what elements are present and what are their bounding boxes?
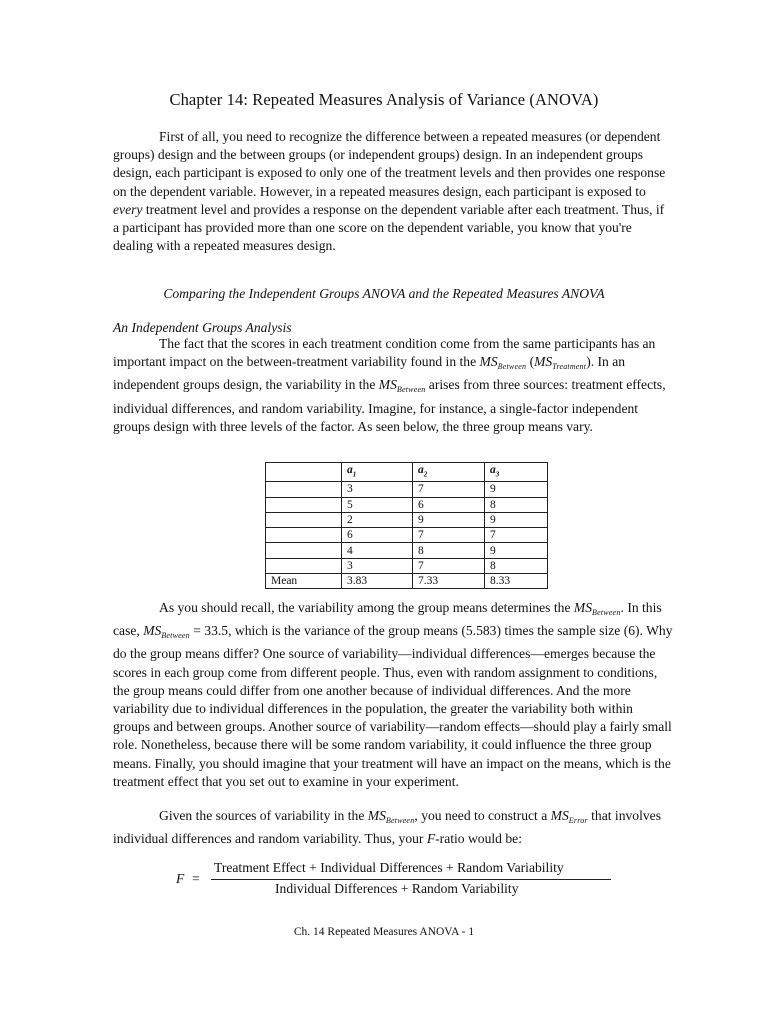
ms-symbol: MS — [550, 808, 569, 823]
subscript-between: Between — [385, 816, 415, 825]
table-row — [266, 543, 548, 558]
subsection-heading: An Independent Groups Analysis — [113, 320, 292, 335]
table-cell: 8 — [413, 543, 485, 558]
table-row — [266, 512, 548, 527]
table-cell — [266, 497, 342, 512]
text-run: The fact that the scores in each treatment condition come from the same participants has an important impact on the between-treatment variability found in the — [113, 336, 656, 370]
formula-lhs: F — [176, 871, 185, 886]
ms-symbol: MS — [378, 377, 397, 393]
table-header-row — [266, 463, 548, 482]
table-cell: 3.83 — [342, 574, 413, 589]
page-title: Chapter 14: Repeated Measures Analysis of Variance (ANOVA) — [169, 90, 599, 109]
text-run: treatment level and provides a response on the dependent variable after each treatment. Thus, if a participant has provided more than one score on the dependent variable, you know that you're dealing with a repeated measures design. — [113, 201, 665, 254]
ms-symbol: MS — [143, 623, 162, 639]
table-cell — [266, 528, 342, 543]
table-cell: 7 — [485, 528, 548, 543]
text-run: ). In an independent groups design, the variability in the — [113, 354, 626, 393]
table-cell: 8.33 — [485, 574, 548, 589]
text-run: , you need to construct a — [414, 808, 551, 823]
fraction-bar — [211, 879, 611, 880]
table-cell: 3 — [342, 482, 413, 497]
subscript-between: Between — [396, 385, 426, 395]
formula-equals: = — [192, 871, 200, 886]
table-cell: 3 — [342, 558, 413, 573]
section-subheading: Comparing the Independent Groups ANOVA and the Repeated Measures ANOVA — [163, 286, 605, 301]
table-header-cell: $a_1$ — [342, 463, 413, 482]
paragraph-independent-groups — [113, 335, 673, 436]
f-symbol: F — [426, 831, 436, 847]
table-row — [266, 497, 548, 512]
text-run: ( — [526, 354, 535, 370]
table-cell: 7 — [413, 528, 485, 543]
ms-symbol: MS — [367, 808, 386, 823]
formula-numerator: Treatment Effect + Individual Differences + Random Variability — [214, 860, 564, 875]
table-row-mean — [266, 574, 548, 589]
table-cell: 9 — [413, 512, 485, 527]
table-cell — [266, 512, 342, 527]
page-footer: Ch. 14 Repeated Measures ANOVA - 1 — [293, 926, 475, 938]
text-run: As you should recall, the variability among the group means determines the — [159, 600, 574, 615]
text-run: -ratio would be: — [435, 831, 522, 847]
table-cell: 9 — [485, 512, 548, 527]
table-cell: 7 — [413, 558, 485, 573]
table-cell: 8 — [485, 497, 548, 512]
text-run: that involves individual differences and random variability. Thus, your — [113, 808, 661, 847]
table-cell: 4 — [342, 543, 413, 558]
table-row — [266, 558, 548, 573]
table-cell: 6 — [413, 497, 485, 512]
table-cell: 9 — [485, 543, 548, 558]
ms-symbol: MS — [534, 354, 553, 370]
subscript-error: Error — [568, 816, 588, 825]
table-cell: 7 — [413, 482, 485, 497]
table-header-cell: $a_3$ — [485, 463, 548, 482]
paragraph-intro — [113, 128, 673, 255]
table-cell: Mean — [266, 574, 342, 589]
subscript-between: Between — [497, 362, 527, 372]
text-run: = 33.5, which is the variance of the group means (5.583) times the sample size (6). Why do the group means differ? One source of variability—individual differences—emerges because the scores in each group come from different people. Thus, even with random assignment to conditions, the group means could differ from one another because of individual differences. And the more variability due to individual differences in the population, the greater the variability both within groups and between groups. Another source of variability—random effects—should play a fairly small role. Nonetheless, because there will be some random variability, it could influence the three group means. Finally, you should imagine that your treatment will have an impact on the means, which is the treatment effect that you set out to examine in your experiment. — [113, 623, 673, 789]
table-cell — [266, 543, 342, 558]
text-run: First of all, you need to recognize the difference between a repeated measures (or dependent groups) design and the between groups (or independent groups) design. In an independent groups design, each participant is exposed to only one of the treatment levels and then provides one response on the dependent variable. However, in a repeated measures design, each participant is exposed to — [113, 129, 666, 199]
scores-table — [265, 462, 548, 589]
text-run: Given the sources of variability in the — [159, 808, 368, 823]
table-cell — [266, 482, 342, 497]
table-header-cell: $a_2$ — [413, 463, 485, 482]
table-cell: 9 — [485, 482, 548, 497]
table-header-cell — [266, 463, 342, 482]
ms-symbol: MS — [479, 354, 498, 370]
ms-symbol: MS — [573, 600, 593, 615]
table-cell: 2 — [342, 512, 413, 527]
table-cell — [266, 558, 342, 573]
table-cell: 8 — [485, 558, 548, 573]
table-row — [266, 482, 548, 497]
formula-denominator: Individual Differences + Random Variability — [275, 881, 519, 896]
subscript-between: Between — [592, 608, 621, 617]
paragraph-variability — [113, 599, 673, 791]
emphasis-text: every — [113, 201, 143, 217]
text-run: arises from three sources: treatment effects, individual differences, and random variability. Imagine, for instance, a single-factor independent groups design with three levels of the factor. As seen below, the three group means vary. — [113, 377, 666, 434]
table-cell: 6 — [342, 528, 413, 543]
paragraph-error-term — [113, 807, 673, 848]
table-row — [266, 528, 548, 543]
subscript-between: Between — [161, 631, 190, 641]
table-cell: 5 — [342, 497, 413, 512]
subscript-treatment: Treatment — [552, 362, 587, 372]
table-cell: 7.33 — [413, 574, 485, 589]
text-run: . In this case, — [113, 600, 662, 639]
